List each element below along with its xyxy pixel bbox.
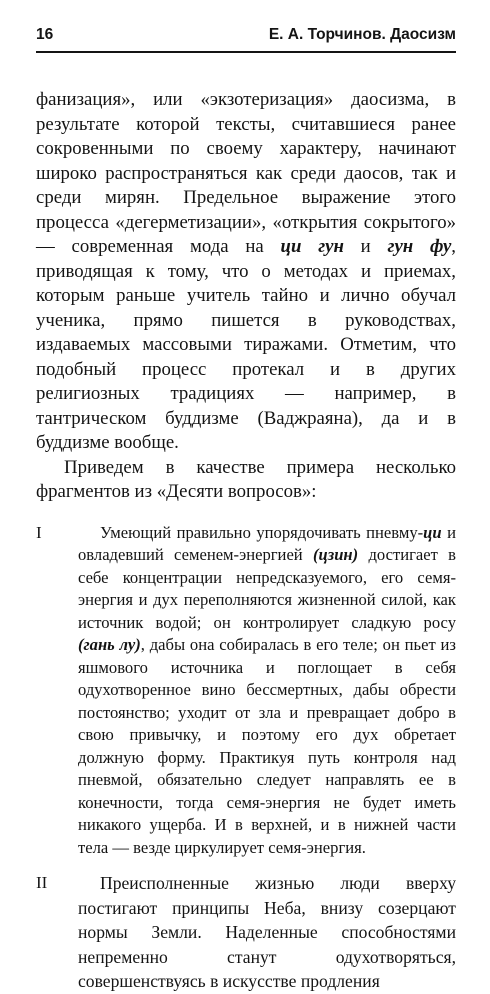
paragraph-2: Приведем в качестве примера несколько фрагментов из «Десяти вопросов»:	[36, 456, 456, 502]
paragraph-1-text-a: фанизация», или «экзотеризация» даосизма, в результате которой тексты, считавшиеся ранее сокровенными по своему характеру, начинают широко распространяться как среди даосов, так и среди мирян. Предельное выражение этого процесса «дегерметизации», «открытия сокрытого» — современная мода на	[36, 89, 456, 257]
term-gong-fu: гун фу	[387, 236, 452, 257]
main-text	[36, 88, 456, 505]
quote-number: I	[36, 522, 42, 542]
running-title: Е. А. Торчинов. Даосизм	[268, 26, 456, 43]
paragraph-1-text-c: , приводящая к тому, что о методах и приемах, которым раньше учитель тайно и лично обучал ученика, прямо пишется в руководствах, издаваемых массовыми тиражами. Отметим, что подобный процесс протекал и в других религиозных традициях — например, в тантрическом буддизме (Ваджраяна), да и в буддизме вообще.	[36, 236, 456, 453]
quote-fragment-2	[36, 871, 456, 994]
quote-text	[78, 522, 456, 860]
quote-number: II	[36, 873, 48, 892]
term-qi: ци	[423, 522, 442, 542]
quote-1-text-d: , дабы она собиралась в его теле; он пьет из яшмового источника и поглощает в себя одухотворенное вино бессмертных, дабы обрести постоянство; уходит от зла и превращает добро в свою привычку, и поэтому его дух обретает должную форму. Практикуя путь контроля над пневмой, обязательно следует направлять ее в конечности, тогда семя-энергия не будет иметь никакого ущерба. И в верхней, и в нижней части тела — везде циркулирует семя-энергия.	[78, 635, 456, 857]
quote-1-text-c: достигает в себе концентрации непредсказуемого, его семя-энергия и дух переполняются жизненной силой, как источник водой; он контролирует сладкую росу	[78, 545, 456, 632]
quote-fragment-1	[36, 522, 456, 860]
quote-1-text-b: и овладевший семенем-энергией	[78, 522, 456, 564]
page-number: 16	[36, 26, 54, 43]
term-gan-lu: (гань лу)	[78, 635, 141, 654]
paragraph-1	[36, 88, 456, 456]
page-header	[36, 26, 456, 50]
paragraph-1-text-b: и	[343, 236, 388, 257]
book-page	[36, 26, 456, 994]
header-rule	[36, 51, 456, 53]
term-qi-gong: ци гун	[280, 236, 344, 257]
quote-1-text-a: Умеющий правильно упорядочивать пневму-	[100, 522, 424, 542]
term-jing: (цзин)	[312, 545, 359, 564]
quote-text: Преисполненные жизнью люди вверху постигают принципы Неба, внизу созерцают нормы Земли. Наделенные способностями непременно станут одухотворяться, совершенствуясь в искусстве продления	[78, 873, 456, 991]
